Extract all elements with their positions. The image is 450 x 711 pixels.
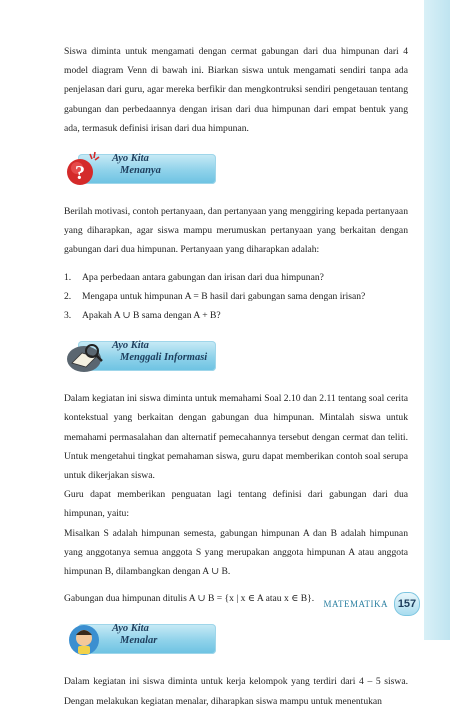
section-header-ask xyxy=(64,148,408,190)
ask-paragraph: Berilah motivasi, contoh pertanyaan, dan pertanyaan yang menggiring kepada pertanyaan yang diharapkan, agar siswa mampu merumuskan pertanyaan yang berkaitan dengan gabungan dari dua himpunan. Pertanyaan yang diharapkan adalah: xyxy=(64,206,408,256)
section-title: Ayo Kita Menanya xyxy=(112,153,161,177)
intro-paragraph: Siswa diminta untuk mengamati dengan cermat gabungan dari dua himpunan dari 4 model diagram Venn di bawah ini. Biarkan siswa untuk mengamati sendiri tanpa ada penjelasan dari guru, agar mereka berfikir dan mengkontruksi sendiri pengetauan tentang gabungan dan perbedaannya dengan irisan dari dua himpunan dari empat bentuk yang ada, termasuk definisi irisan dari dua himpunan. xyxy=(64,46,408,134)
question-item-3: 3. Apakah A ∪ B sama dengan A + B? xyxy=(64,310,221,322)
page-footer xyxy=(324,593,421,615)
page-corner-decoration xyxy=(424,0,450,640)
footer-subject: MATEMATIKA xyxy=(323,599,388,609)
thinking-person-icon xyxy=(64,618,108,660)
question-item-1: 1. Apa perbedaan antara gabungan dan irisan dari dua himpunan? xyxy=(64,271,324,283)
info-paragraph-3: Misalkan S adalah himpunan semesta, gabungan himpunan A dan B adalah himpunan yang anggotanya semua anggota S yang merupakan anggota himpunan A atau anggota himpunan B, dilambangkan dengan A ∪ B. xyxy=(64,527,408,578)
section-header-info xyxy=(64,335,408,377)
section-header-reason xyxy=(64,618,408,660)
info-paragraph-2: Guru dapat memberikan penguatan lagi tentang definisi dari gabungan dari dua himpunan, yaitu: xyxy=(64,489,408,520)
book-magnifier-icon xyxy=(64,335,108,377)
page-number: 157 xyxy=(394,592,420,616)
reason-paragraph: Dalam kegiatan ini siswa diminta untuk kerja kelompok yang terdiri dari 4 – 5 siswa. Dengan melakukan kegiatan menalar, diharapkan siswa mampu untuk menentukan xyxy=(64,676,408,707)
question-item-2: 2. Mengapa untuk himpunan A = B hasil dari gabungan sama dengan irisan? xyxy=(64,290,366,302)
info-paragraph-1: Dalam kegiatan ini siswa diminta untuk memahami Soal 2.10 dan 2.11 tentang soal cerita kontekstual yang berkaitan dengan gabungan dua himpunan. Mintalah siswa untuk memahami permasalahan dan alternatif pemecahannya tersebut dengan cermat dan teliti. Untuk mengetahui tingkat pemahaman siswa, guru dapat memberikan contoh soal serupa untuk dikerjakan siswa. xyxy=(64,393,408,482)
info-formula: Gabungan dua himpunan ditulis A ∪ B = {x | x ∈ A atau x ∈ B}. xyxy=(64,593,315,605)
section-title: Ayo Kita Menalar xyxy=(112,623,158,647)
question-mark-icon xyxy=(64,148,108,190)
section-title: Ayo Kita Menggali Informasi xyxy=(112,340,208,364)
svg-text:?: ? xyxy=(75,162,85,185)
